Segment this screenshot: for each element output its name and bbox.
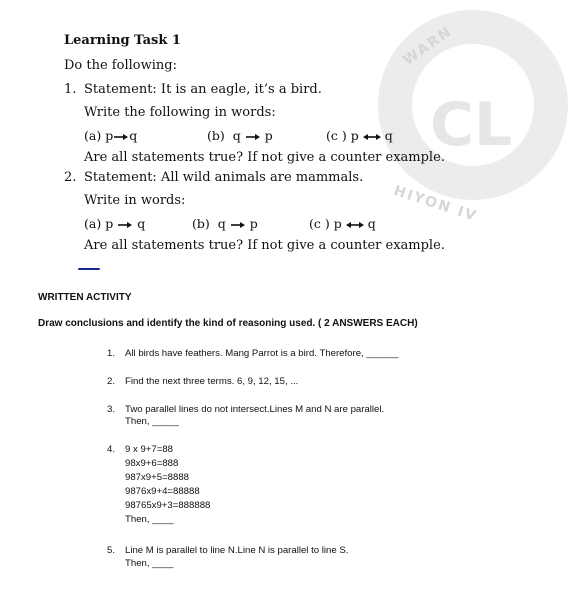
option-label: (c ) [326,128,347,143]
option-label: (b) [207,128,225,143]
var-right: q [384,128,393,143]
q4-number: 4. [107,444,116,455]
blue-dash-mark [78,268,100,270]
item1-option-c [326,128,393,143]
task-instruction: Do the following: [64,58,177,73]
var-right: p [264,128,273,143]
right-arrow-icon [230,221,246,229]
q5-number: 5. [107,545,116,556]
right-arrow-icon [113,133,129,141]
item1-question: Are all statements true? If not give a counter example. [84,150,445,165]
q3-line1: Two parallel lines do not intersect.Lines M and N are parallel. [125,404,385,415]
var-left: p [105,128,114,143]
var-left: p [105,216,114,231]
right-arrow-icon [117,221,133,229]
q5-line2: Then, ____ [125,558,174,569]
q4-line: 9 x 9+7=88 [125,444,174,455]
option-label: (a) [84,216,102,231]
item2-option-b [192,216,258,231]
var-left: q [217,216,226,231]
q4-line: 98765x9+3=888888 [125,500,211,511]
var-right: q [137,216,146,231]
item1-prompt: Write the following in words: [84,105,276,120]
written-activity-title: WRITTEN ACTIVITY [38,292,132,303]
q4-line: Then, ____ [125,514,174,525]
item1-statement: Statement: It is an eagle, it’s a bird. [84,82,322,97]
var-right: q [367,216,376,231]
item2-statement: Statement: All wild animals are mammals. [84,170,364,185]
option-label: (b) [192,216,210,231]
option-label: (a) [84,128,102,143]
var-right: q [129,128,138,143]
q1-number: 1. [107,348,116,359]
var-left: q [232,128,241,143]
q4-line: 98x9+6=888 [125,458,179,469]
var-left: p [350,128,359,143]
q5-line1: Line M is parallel to line N.Line N is parallel to line S. [125,545,349,556]
q3-number: 3. [107,404,116,415]
written-activity-instruction: Draw conclusions and identify the kind of reasoning used. ( 2 ANSWERS EACH) [38,318,418,329]
option-label: (c ) [309,216,330,231]
watermark-text-side: CL [430,90,513,160]
item1-number: 1. [64,82,77,97]
q4-line: 987x9+5=8888 [125,472,190,483]
item2-prompt: Write in words: [84,193,186,208]
right-arrow-icon [245,133,261,141]
q3-line2: Then, _____ [125,416,179,427]
item1-option-a [84,128,137,143]
item2-option-a [84,216,145,231]
item1-option-b [207,128,273,143]
q2-text: Find the next three terms. 6, 9, 12, 15, ... [125,376,299,387]
biconditional-arrow-icon [363,133,381,141]
item2-option-c [309,216,376,231]
item2-number: 2. [64,170,77,185]
watermark-text-top: WARN [400,23,456,69]
item2-question: Are all statements true? If not give a counter example. [84,238,445,253]
q2-number: 2. [107,376,116,387]
q1-text: All birds have feathers. Mang Parrot is a bird. Therefore, ______ [125,348,399,359]
q4-line: 9876x9+4=88888 [125,486,200,497]
task-title: Learning Task 1 [64,33,181,48]
biconditional-arrow-icon [346,221,364,229]
var-right: p [249,216,258,231]
watermark-text-bottom: HIYON IV [391,182,480,226]
var-left: p [333,216,342,231]
